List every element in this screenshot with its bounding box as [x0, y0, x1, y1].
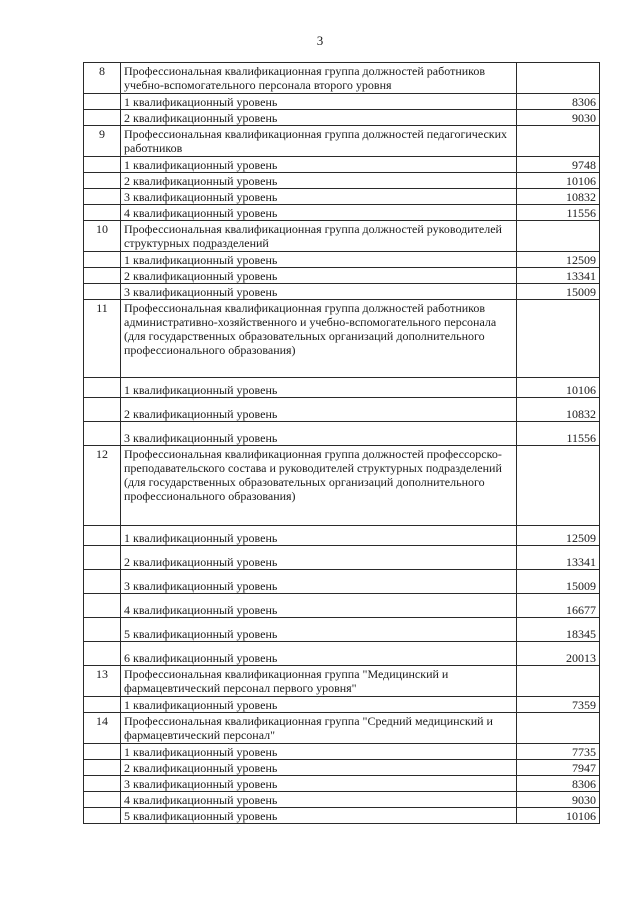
group-value-empty — [517, 300, 600, 378]
level-value: 9030 — [517, 792, 600, 808]
level-row — [84, 792, 600, 808]
level-label: 3 квалификационный уровень — [121, 422, 517, 446]
group-title: Профессиональная квалификационная группа "Средний медицинский и фармацевтический персонал" — [121, 713, 517, 744]
level-number-empty — [84, 697, 121, 713]
group-number: 9 — [84, 126, 121, 157]
level-row — [84, 808, 600, 824]
level-value: 18345 — [517, 618, 600, 642]
level-value: 12509 — [517, 526, 600, 546]
level-row — [84, 526, 600, 546]
group-row — [84, 126, 600, 157]
level-label: 1 квалификационный уровень — [121, 94, 517, 110]
level-label: 4 квалификационный уровень — [121, 792, 517, 808]
level-value: 20013 — [517, 642, 600, 666]
level-value: 16677 — [517, 594, 600, 618]
level-number-empty — [84, 205, 121, 221]
group-number: 14 — [84, 713, 121, 744]
level-value: 7947 — [517, 760, 600, 776]
level-label: 5 квалификационный уровень — [121, 618, 517, 642]
level-label: 4 квалификационный уровень — [121, 205, 517, 221]
level-label: 2 квалификационный уровень — [121, 110, 517, 126]
group-title: Профессиональная квалификационная группа должностей руководителей структурных подразделений — [121, 221, 517, 252]
level-label: 1 квалификационный уровень — [121, 378, 517, 398]
level-value: 10106 — [517, 378, 600, 398]
group-title: Профессиональная квалификационная группа должностей профессорско-преподавательского состава и руководителей структурных подразделений (для государственных образовательных организаций дополнительного профессионального образования) — [121, 446, 517, 526]
level-label: 3 квалификационный уровень — [121, 284, 517, 300]
level-row — [84, 570, 600, 594]
level-number-empty — [84, 570, 121, 594]
group-number: 13 — [84, 666, 121, 697]
level-row — [84, 378, 600, 398]
level-number-empty — [84, 422, 121, 446]
group-value-empty — [517, 713, 600, 744]
level-label: 4 квалификационный уровень — [121, 594, 517, 618]
level-row — [84, 744, 600, 760]
level-label: 6 квалификационный уровень — [121, 642, 517, 666]
level-row — [84, 618, 600, 642]
level-row — [84, 189, 600, 205]
group-row — [84, 63, 600, 94]
level-row — [84, 173, 600, 189]
level-label: 1 квалификационный уровень — [121, 697, 517, 713]
level-number-empty — [84, 94, 121, 110]
level-label: 3 квалификационный уровень — [121, 776, 517, 792]
level-row — [84, 252, 600, 268]
level-label: 5 квалификационный уровень — [121, 808, 517, 824]
level-value: 10106 — [517, 808, 600, 824]
level-label: 3 квалификационный уровень — [121, 189, 517, 205]
level-number-empty — [84, 110, 121, 126]
level-number-empty — [84, 378, 121, 398]
group-title: Профессиональная квалификационная группа должностей работников учебно-вспомогательного персонала второго уровня — [121, 63, 517, 94]
level-number-empty — [84, 808, 121, 824]
level-value: 9030 — [517, 110, 600, 126]
group-value-empty — [517, 666, 600, 697]
level-value: 9748 — [517, 157, 600, 173]
group-row — [84, 221, 600, 252]
level-number-empty — [84, 642, 121, 666]
group-row — [84, 666, 600, 697]
level-number-empty — [84, 776, 121, 792]
level-number-empty — [84, 189, 121, 205]
level-label: 2 квалификационный уровень — [121, 268, 517, 284]
group-number: 11 — [84, 300, 121, 378]
level-number-empty — [84, 173, 121, 189]
level-row — [84, 268, 600, 284]
level-value: 13341 — [517, 546, 600, 570]
level-number-empty — [84, 546, 121, 570]
level-row — [84, 760, 600, 776]
group-title: Профессиональная квалификационная группа "Медицинский и фармацевтический персонал первого уровня" — [121, 666, 517, 697]
group-title: Профессиональная квалификационная группа должностей педагогических работников — [121, 126, 517, 157]
group-value-empty — [517, 446, 600, 526]
level-row — [84, 642, 600, 666]
level-row — [84, 110, 600, 126]
level-label: 2 квалификационный уровень — [121, 546, 517, 570]
level-row — [84, 546, 600, 570]
level-row — [84, 594, 600, 618]
level-row — [84, 205, 600, 221]
page-number: 3 — [316, 33, 324, 48]
level-row — [84, 94, 600, 110]
level-label: 1 квалификационный уровень — [121, 744, 517, 760]
group-title: Профессиональная квалификационная группа должностей работников административно-хозяйственного и учебно-вспомогательного персонала (для государственных образовательных организаций дополнительного профессионального образования) — [121, 300, 517, 378]
level-number-empty — [84, 760, 121, 776]
salary-table — [83, 62, 600, 824]
level-row — [84, 776, 600, 792]
level-value: 12509 — [517, 252, 600, 268]
level-row — [84, 157, 600, 173]
level-value: 10832 — [517, 189, 600, 205]
level-number-empty — [84, 526, 121, 546]
group-value-empty — [517, 221, 600, 252]
level-value: 8306 — [517, 94, 600, 110]
level-label: 1 квалификационный уровень — [121, 526, 517, 546]
level-number-empty — [84, 744, 121, 760]
level-number-empty — [84, 618, 121, 642]
level-label: 3 квалификационный уровень — [121, 570, 517, 594]
group-number: 12 — [84, 446, 121, 526]
level-value: 15009 — [517, 284, 600, 300]
level-value: 11556 — [517, 422, 600, 446]
group-row — [84, 300, 600, 378]
level-row — [84, 398, 600, 422]
level-value: 8306 — [517, 776, 600, 792]
level-value: 13341 — [517, 268, 600, 284]
level-value: 7735 — [517, 744, 600, 760]
level-row — [84, 422, 600, 446]
level-number-empty — [84, 252, 121, 268]
level-label: 1 квалификационный уровень — [121, 252, 517, 268]
group-row — [84, 713, 600, 744]
level-label: 1 квалификационный уровень — [121, 157, 517, 173]
group-value-empty — [517, 63, 600, 94]
group-number: 10 — [84, 221, 121, 252]
group-number: 8 — [84, 63, 121, 94]
level-row — [84, 697, 600, 713]
level-value: 10832 — [517, 398, 600, 422]
level-number-empty — [84, 594, 121, 618]
level-value: 7359 — [517, 697, 600, 713]
level-number-empty — [84, 268, 121, 284]
level-value: 10106 — [517, 173, 600, 189]
level-value: 11556 — [517, 205, 600, 221]
level-label: 2 квалификационный уровень — [121, 398, 517, 422]
level-label: 2 квалификационный уровень — [121, 173, 517, 189]
level-number-empty — [84, 792, 121, 808]
level-label: 2 квалификационный уровень — [121, 760, 517, 776]
group-value-empty — [517, 126, 600, 157]
level-row — [84, 284, 600, 300]
level-number-empty — [84, 157, 121, 173]
level-number-empty — [84, 398, 121, 422]
level-value: 15009 — [517, 570, 600, 594]
level-number-empty — [84, 284, 121, 300]
group-row — [84, 446, 600, 526]
